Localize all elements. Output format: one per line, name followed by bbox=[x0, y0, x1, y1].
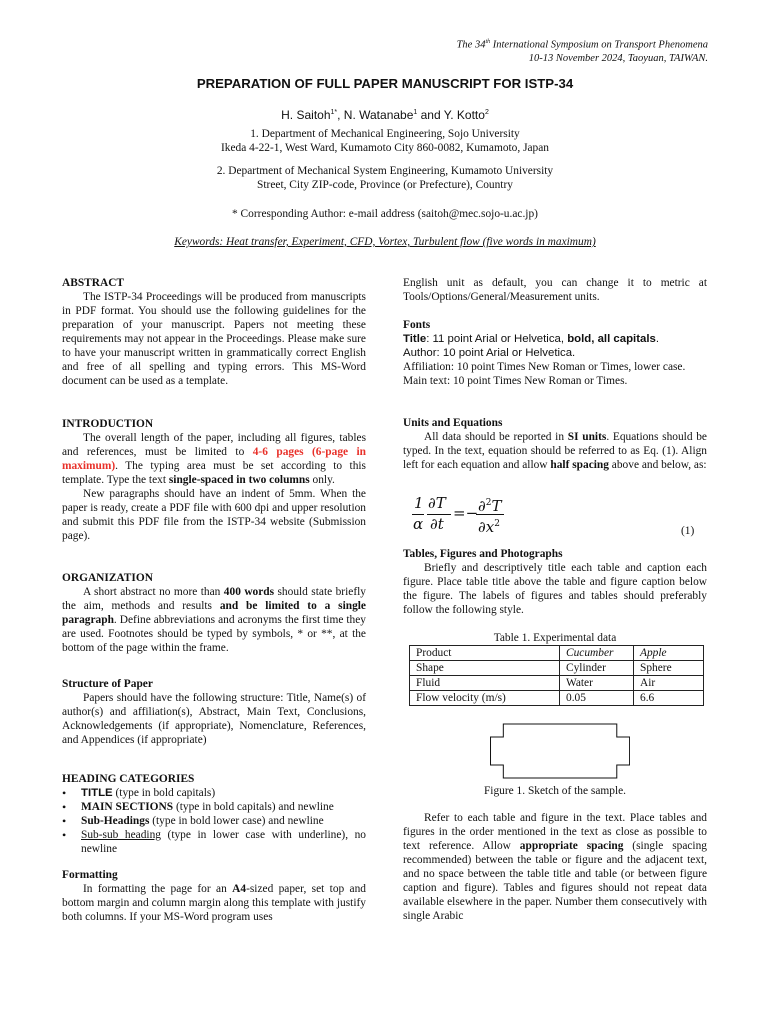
table-cell: Cylinder bbox=[560, 661, 634, 676]
tables-section bbox=[403, 547, 707, 617]
introduction-section bbox=[62, 417, 366, 543]
section-heading: HEADING CATEGORIES bbox=[62, 773, 195, 785]
conference-header bbox=[457, 36, 708, 65]
list-item: • Sub-sub heading (type in lower case with underline), no newline bbox=[62, 828, 366, 856]
subsection-heading: Fonts bbox=[403, 319, 431, 331]
conference-date-location: 10-13 November 2024, Taoyuan, TAIWAN. bbox=[528, 52, 708, 64]
tables-body: Briefly and descriptively title each table and caption each figure. Place table title above the table and figure caption below the figure. The labels of figures and tables should preferably follow the following style. bbox=[403, 562, 707, 616]
section-heading: ABSTRACT bbox=[62, 277, 125, 289]
units-section bbox=[403, 416, 707, 472]
table-cell: Water bbox=[560, 676, 634, 691]
keywords: Keywords: Heat transfer, Experiment, CFD, Vortex, Turbulent flow (five words in maximum) bbox=[174, 236, 596, 248]
list-item: • TITLE (type in bold capitals) bbox=[62, 786, 366, 800]
affiliation-1: 1. Department of Mechanical Engineering, Sojo University Ikeda 4-22-1, West Ward, Kumamoto City 860-0082, Kumamoto, Japan bbox=[220, 128, 550, 154]
units-body: All data should be reported in SI units. Equations should be typed. In the text, equation should be referred to as Eq. (1). Align left for each equation and allow half spacing above and below, as: bbox=[403, 431, 707, 471]
fonts-main-text-rule: Main text: 10 point Times New Roman or Times. bbox=[403, 375, 628, 387]
table-cell: Product bbox=[410, 646, 560, 661]
refer-paragraph-section bbox=[403, 811, 707, 923]
paper-title: PREPARATION OF FULL PAPER MANUSCRIPT FOR ISTP-34 bbox=[196, 76, 574, 91]
table-cell: Shape bbox=[410, 661, 560, 676]
fonts-section bbox=[403, 318, 707, 388]
table-cell: Flow velocity (m/s) bbox=[410, 691, 560, 706]
section-heading: ORGANIZATION bbox=[62, 572, 153, 584]
table-cell: Sphere bbox=[634, 661, 704, 676]
formatting-section bbox=[62, 868, 366, 924]
structure-section bbox=[62, 677, 366, 747]
section-heading: INTRODUCTION bbox=[62, 418, 154, 430]
equation-number: (1) bbox=[681, 525, 695, 537]
author-list: H. Saitoh$^{1*}$, N. Watanabe$^1$ and Y. Kotto$^2$ bbox=[281, 108, 489, 122]
table-row bbox=[410, 661, 704, 676]
table-row bbox=[410, 676, 704, 691]
table-row bbox=[410, 691, 704, 706]
equation-numerator: ∂$^2$T bbox=[478, 497, 502, 515]
formatting-continued: English unit as default, you can change it to metric at Tools/Options/General/Measurement units. bbox=[403, 277, 707, 303]
abstract-body: The ISTP-34 Proceedings will be produced from manuscripts in PDF format. You should use the following guidelines for the preparation of your manuscript. Papers not meeting these requirements may not appear in the Proceedings. Please make sure to have your manuscript written in grammatically correct English and free of all spelling and typing errors. This MS-Word document can be used as a template. bbox=[62, 291, 366, 387]
table-cell: Air bbox=[634, 676, 704, 691]
equation-1: 1 α ∂T ∂t =− ∂$^2$T $\partial x^2$ (1) bbox=[413, 494, 695, 537]
equation-denominator: $\partial x^2$ bbox=[478, 518, 500, 536]
conference-name: The 34th International Symposium on Transport Phenomena bbox=[456, 39, 708, 51]
refer-paragraph: Refer to each table and figure in the text. Place tables and figures in the order mentioned in the text as close as possible to text reference. Allow appropriate spacing (single spacing recommended) between the table or figure and the adjacent text, and no space between the table title and table (or between figure caption and figure). Tables and figures should not repeat data available elsewhere in the paper. Number them consecutively with single Arabic bbox=[403, 812, 707, 922]
table-cell: 6.6 bbox=[634, 691, 704, 706]
corresponding-author: * Corresponding Author: e-mail address (saitoh@mec.sojo-u.ac.jp) bbox=[232, 208, 538, 220]
fonts-author-rule: Author: 10 point Arial or Helvetica. bbox=[403, 347, 576, 359]
introduction-paragraph-2: New paragraphs should have an indent of 5mm. When the paper is ready, create a PDF file with 600 dpi and upper resolution and submit this PDF file from the ISTP-34 website (Submission page). bbox=[62, 488, 366, 542]
formatting-body: In formatting the page for an A4-sized paper, set top and bottom margin and column margin along this template with justify both columns. If your MS-Word program uses bbox=[62, 883, 367, 923]
table-cell: Fluid bbox=[410, 676, 560, 691]
table-row bbox=[410, 646, 704, 661]
introduction-paragraph-1: The overall length of the paper, including all figures, tables and references, must be limited to 4-6 pages (6-page in maximum). The typing area must be set according to this template. Type the text single-spaced in two columns only. bbox=[62, 432, 366, 486]
organization-section bbox=[62, 571, 366, 655]
heading-category-list bbox=[62, 786, 366, 856]
organization-body: A short abstract no more than 400 words should state briefly the aim, methods and results and be limited to a single paragraph. Define abbreviations and acronyms the first time they are used. Footnotes should be typed by symbols, * or **, at the bottom of the page within the frame. bbox=[62, 586, 366, 654]
figure-caption: Figure 1. Sketch of the sample. bbox=[483, 785, 627, 797]
fonts-affiliation-rule: Affiliation: 10 point Times New Roman or Times, lower case. bbox=[403, 361, 686, 373]
table-cell: Apple bbox=[634, 646, 704, 661]
subsection-heading: Tables, Figures and Photographs bbox=[403, 548, 563, 560]
list-item: • MAIN SECTIONS (type in bold capitals) and newline bbox=[62, 800, 366, 814]
subsection-heading: Units and Equations bbox=[403, 417, 503, 429]
table-caption: Table 1. Experimental data bbox=[493, 632, 617, 644]
experimental-data-table bbox=[409, 645, 704, 706]
subsection-heading: Structure of Paper bbox=[62, 678, 153, 690]
sample-sketch-figure bbox=[490, 720, 630, 782]
abstract-section bbox=[62, 276, 366, 388]
structure-body: Papers should have the following structure: Title, Name(s) of author(s) and affiliation(s), Abstract, Main Text, Conclusions, Acknowledgements (if appropriate), Nomenclature, References, and Appendices (if appropriate) bbox=[62, 692, 366, 746]
heading-categories-section bbox=[62, 772, 366, 856]
table-cell: 0.05 bbox=[560, 691, 634, 706]
subsection-heading: Formatting bbox=[62, 869, 118, 881]
list-item: • Sub-Headings (type in bold lower case) and newline bbox=[62, 814, 366, 828]
fonts-title-rule: Title: 11 point Arial or Helvetica, bold, all capitals. bbox=[403, 333, 659, 345]
table-cell: Cucumber bbox=[560, 646, 634, 661]
affiliation-2: 2. Department of Mechanical System Engineering, Kumamoto University Street, City ZIP-code, Province (or Prefecture), Country bbox=[216, 165, 554, 191]
